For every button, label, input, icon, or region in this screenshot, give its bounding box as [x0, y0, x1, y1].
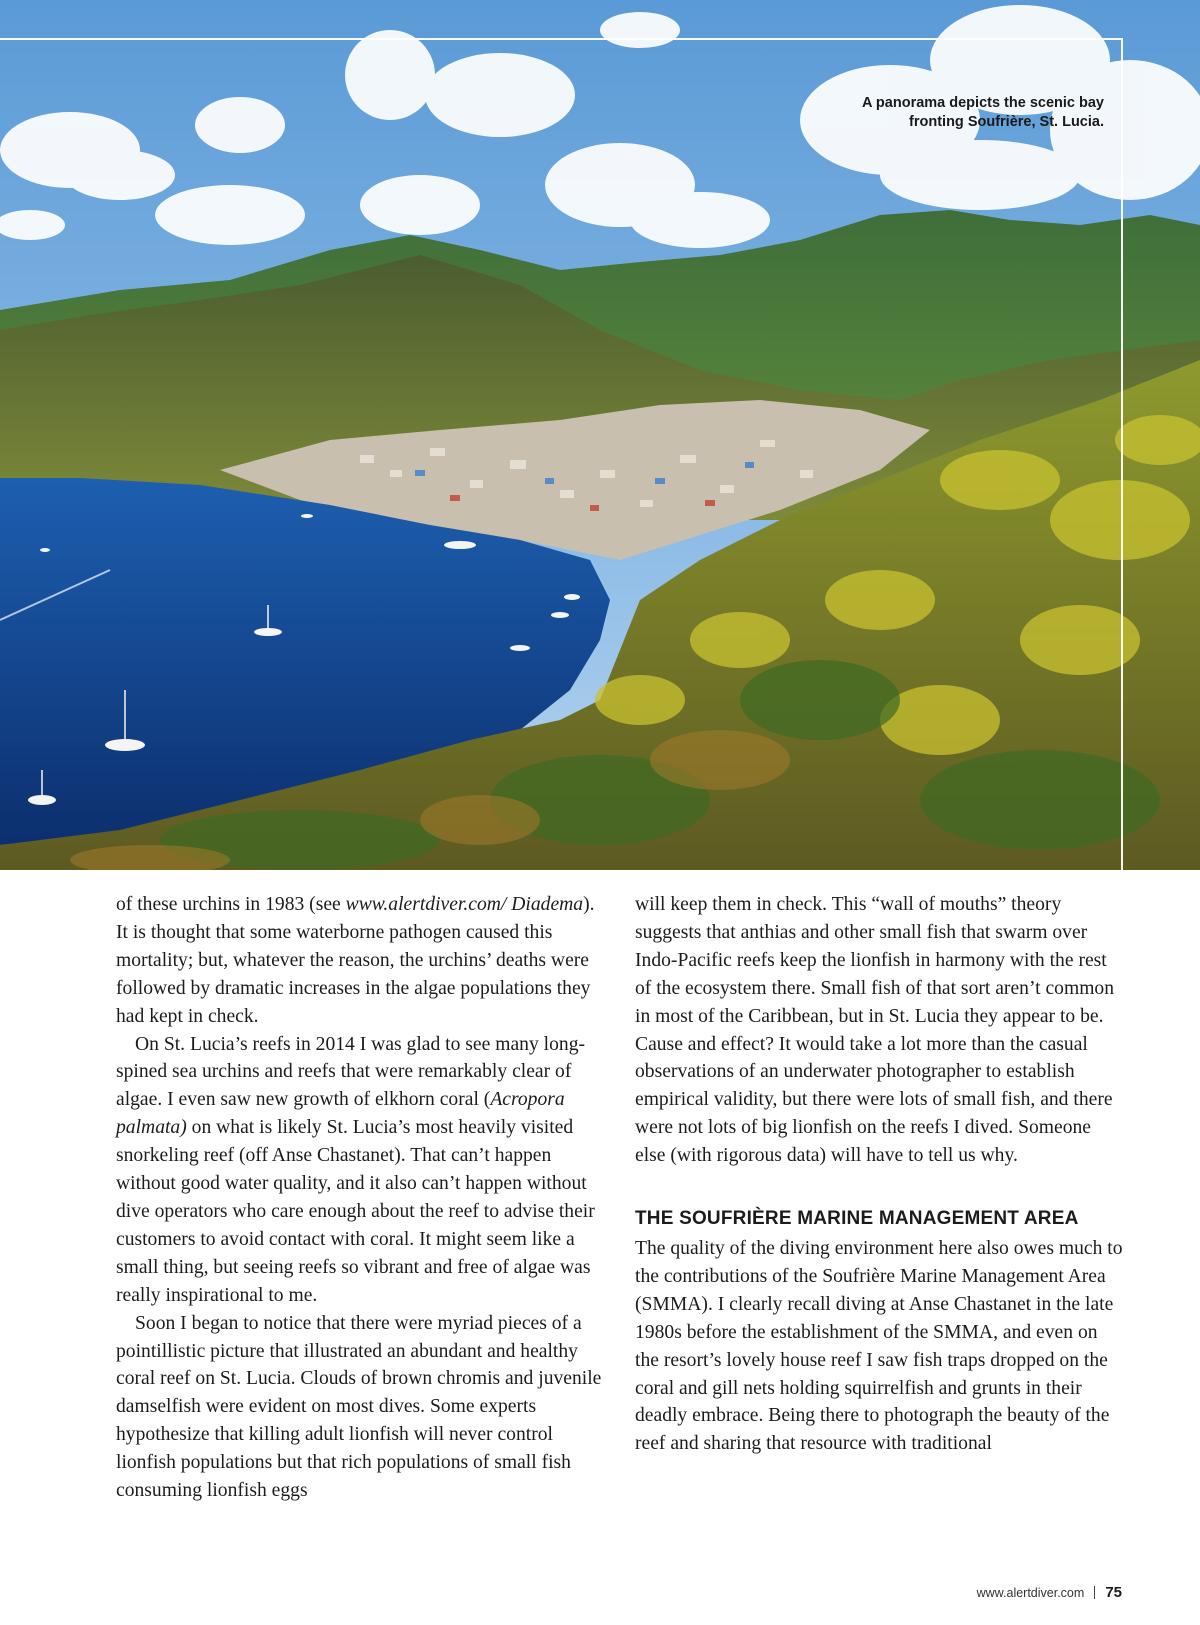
photo-frame-right — [1121, 38, 1123, 870]
paragraph-pointillistic: Soon I began to notice that there were myriad pieces of a pointillistic picture that illustrated an abundant and healthy coral reef on St. Lucia. Clouds of brown chromis and juvenile damselfish were evident on most dives. Some experts hypothesize that killing adult lionfish will never control lionfish populations but that rich populations of small fish consuming lionfish eggs — [116, 1312, 602, 1502]
page-footer — [977, 1584, 1122, 1601]
text-run: on what is likely St. Lucia’s most heavily visited snorkeling reef (off Anse Chastanet). That can’t happen without good water quality, and it also can’t happen without dive operators who care enough about the reef to advise their customers to avoid contact with coral. It might seem like a small thing, but seeing reefs so vibrant and free of algae was really inspirational to me. — [116, 1117, 595, 1306]
paragraph-wall-of-mouths: will keep them in check. This “wall of mouths” theory suggests that anthias and other small fish that swarm over Indo-Pacific reefs keep the lionfish in harmony with the rest of the ecosystem there. Small fish of that sort aren’t common in most of the Caribbean, but in St. Lucia they appear to be. Cause and effect? It would take a lot more than the casual observations of an underwater photographer to establish empirical validity, but there were lots of small fish, and there were not lots of big lionfish on the reefs I dived. Someone else (with rigorous data) will have to tell us why. — [635, 894, 1115, 1167]
page-number: 75 — [1105, 1584, 1122, 1601]
paragraph-urchin-mortality — [116, 891, 606, 1031]
text-run: On St. Lucia’s reefs in 2014 I was glad to see many long-spined sea urchins and reefs that were remarkably clear of algae. I even saw new growth of elkhorn coral ( — [116, 1033, 586, 1111]
paragraph-reefs-2014 — [116, 1031, 606, 1310]
paragraph-smma: The quality of the diving environment here also owes much to the contributions of the Soufrière Marine Management Area (SMMA). I clearly recall diving at Anse Chastanet in the late 1980s before the establishment of the SMMA, and even on the resort’s lovely house reef I saw fish traps dropped on the coral and gill nets holding squirrelfish and grunts in their deadly embrace. Being there to photograph the beauty of the reef and sharing that resource with traditional — [635, 1237, 1123, 1455]
species-name: Acropora palmata) — [116, 1089, 565, 1139]
caption-line-2: fronting Soufrière, St. Lucia. — [909, 114, 1104, 130]
photo-frame-top — [0, 38, 1123, 40]
article-column-right — [635, 891, 1125, 1458]
footer-divider — [1094, 1586, 1095, 1599]
section-heading: THE SOUFRIÈRE MARINE MANAGEMENT AREA — [635, 1208, 1079, 1230]
text-run: ). It is thought that some waterborne pathogen caused this mortality; but, whatever the reason, the urchins’ deaths were followed by dramatic increases in the algae populations they had kept in check. — [116, 894, 595, 1027]
photo-caption — [774, 94, 1104, 132]
article-column-left — [116, 891, 606, 1505]
diadema-link[interactable]: www.alertdiver.com/ Diadema — [345, 894, 584, 915]
footer-url[interactable]: www.alertdiver.com — [976, 1585, 1085, 1600]
caption-line-1: A panorama depicts the scenic bay — [861, 95, 1104, 111]
text-run: of these urchins in 1983 (see — [116, 894, 346, 915]
